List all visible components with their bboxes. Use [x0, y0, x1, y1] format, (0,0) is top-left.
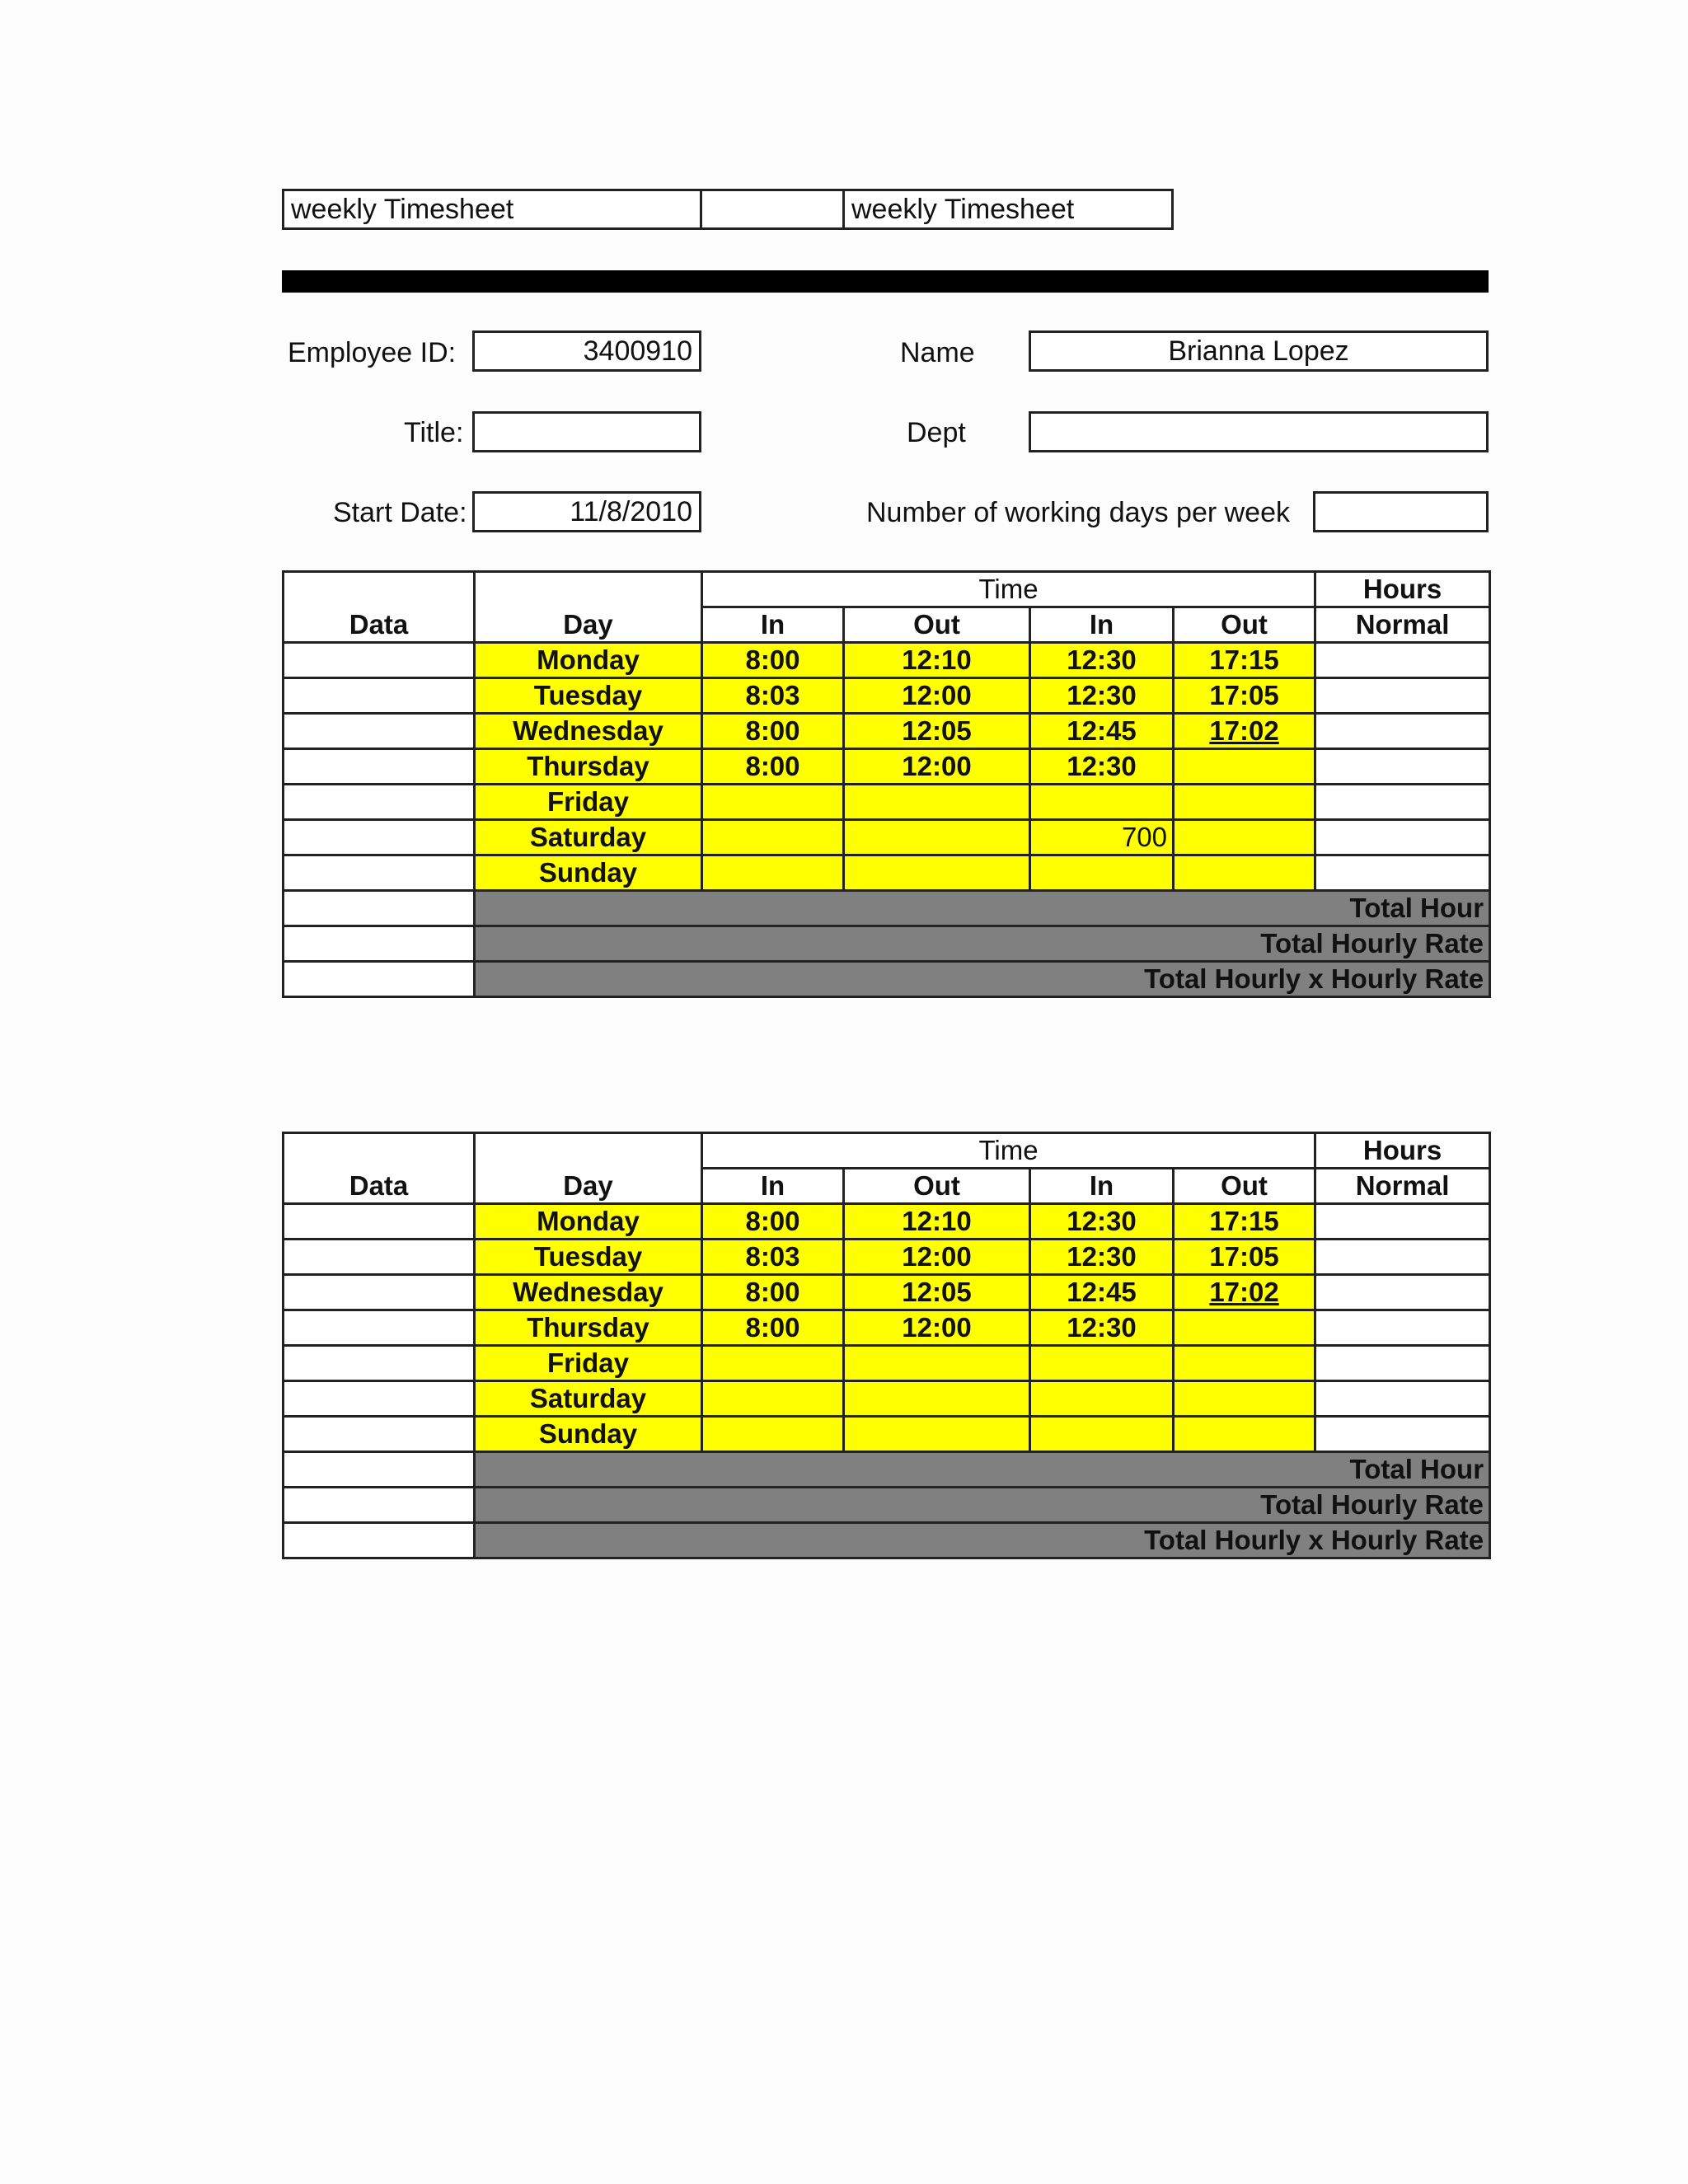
- normal-hours-cell[interactable]: [1315, 1240, 1490, 1275]
- day-cell: Saturday: [475, 820, 702, 855]
- time-in-cell[interactable]: [1030, 785, 1174, 820]
- time-out-cell[interactable]: 12:05: [844, 1275, 1030, 1310]
- data-cell[interactable]: [284, 1523, 475, 1558]
- table-row: [284, 643, 1490, 678]
- time-in-cell[interactable]: 12:30: [1030, 749, 1174, 785]
- time-out-cell[interactable]: 17:02: [1174, 714, 1315, 749]
- normal-hours-cell[interactable]: [1315, 643, 1490, 678]
- time-in-cell[interactable]: 12:45: [1030, 714, 1174, 749]
- time-in-cell[interactable]: 8:00: [702, 749, 844, 785]
- employee-id-label: Employee ID:: [288, 337, 457, 368]
- table-row: [284, 1240, 1490, 1275]
- name-field[interactable]: Brianna Lopez: [1029, 330, 1489, 372]
- timesheet-table-1: [282, 570, 1491, 998]
- table-row: [284, 1310, 1490, 1346]
- total-hourly-rate-label: Total Hourly Rate: [475, 926, 1490, 962]
- normal-hours-cell[interactable]: [1315, 1346, 1490, 1381]
- day-cell: Tuesday: [475, 678, 702, 714]
- time-in-cell[interactable]: 8:00: [702, 1275, 844, 1310]
- table-row: [284, 785, 1490, 820]
- time-in-cell[interactable]: [702, 1381, 844, 1417]
- time-out-cell[interactable]: 12:00: [844, 1240, 1030, 1275]
- time-out-cell[interactable]: [1174, 1310, 1315, 1346]
- data-cell[interactable]: [284, 678, 475, 714]
- time-in-cell[interactable]: [1030, 1417, 1174, 1452]
- time-in-cell[interactable]: [702, 855, 844, 891]
- time-in-cell[interactable]: 700: [1030, 820, 1174, 855]
- normal-hours-cell[interactable]: [1315, 855, 1490, 891]
- working-days-field[interactable]: [1313, 491, 1489, 532]
- normal-hours-cell[interactable]: [1315, 1417, 1490, 1452]
- time-header: Time: [702, 572, 1315, 607]
- table-row: [284, 749, 1490, 785]
- dept-label: Dept: [907, 417, 966, 448]
- normal-hours-cell[interactable]: [1315, 820, 1490, 855]
- data-cell[interactable]: [284, 643, 475, 678]
- time-out-cell[interactable]: [1174, 785, 1315, 820]
- time-in-cell[interactable]: 12:45: [1030, 1275, 1174, 1310]
- normal-hours-cell[interactable]: [1315, 785, 1490, 820]
- time-out-cell[interactable]: [844, 785, 1030, 820]
- time-in-cell[interactable]: 8:03: [702, 678, 844, 714]
- day-cell: Monday: [475, 643, 702, 678]
- normal-header: Normal: [1315, 607, 1490, 643]
- table-row: [284, 1204, 1490, 1240]
- totals-row: [284, 891, 1490, 926]
- time-in-cell[interactable]: [702, 1346, 844, 1381]
- time-in-cell[interactable]: 12:30: [1030, 1310, 1174, 1346]
- time-out-cell[interactable]: [844, 855, 1030, 891]
- total-pay-label: Total Hourly x Hourly Rate: [475, 962, 1490, 997]
- time-out-cell[interactable]: 17:05: [1174, 1240, 1315, 1275]
- table-row: [284, 1381, 1490, 1417]
- out-header: Out: [844, 1169, 1030, 1204]
- data-cell[interactable]: [284, 714, 475, 749]
- out-header: Out: [844, 607, 1030, 643]
- table-row: [284, 820, 1490, 855]
- day-header: Day: [475, 572, 702, 643]
- totals-row: [284, 1523, 1490, 1558]
- total-pay-label: Total Hourly x Hourly Rate: [475, 1523, 1490, 1558]
- data-cell[interactable]: [284, 855, 475, 891]
- normal-hours-cell[interactable]: [1315, 678, 1490, 714]
- time-out-cell[interactable]: 12:10: [844, 643, 1030, 678]
- in-header: In: [1030, 607, 1174, 643]
- time-in-cell[interactable]: [702, 820, 844, 855]
- data-cell[interactable]: [284, 962, 475, 997]
- time-out-cell[interactable]: [844, 820, 1030, 855]
- day-cell: Tuesday: [475, 1240, 702, 1275]
- normal-hours-cell[interactable]: [1315, 714, 1490, 749]
- time-out-cell[interactable]: 17:15: [1174, 643, 1315, 678]
- data-cell[interactable]: [284, 1417, 475, 1452]
- data-cell[interactable]: [284, 1381, 475, 1417]
- day-cell: Friday: [475, 1346, 702, 1381]
- data-cell[interactable]: [284, 1240, 475, 1275]
- time-out-cell[interactable]: 12:05: [844, 714, 1030, 749]
- time-in-cell[interactable]: 8:00: [702, 1204, 844, 1240]
- time-in-cell[interactable]: [702, 1417, 844, 1452]
- normal-hours-cell[interactable]: [1315, 749, 1490, 785]
- timesheet-table-2: [282, 1132, 1491, 1559]
- total-hourly-rate-label: Total Hourly Rate: [475, 1488, 1490, 1523]
- day-cell: Thursday: [475, 749, 702, 785]
- title-box-left: weekly Timesheet: [282, 189, 702, 230]
- dept-field[interactable]: [1029, 411, 1489, 452]
- time-out-cell[interactable]: [1174, 1346, 1315, 1381]
- time-out-cell[interactable]: [844, 1346, 1030, 1381]
- in-header: In: [1030, 1169, 1174, 1204]
- normal-hours-cell[interactable]: [1315, 1204, 1490, 1240]
- time-in-cell[interactable]: 8:03: [702, 1240, 844, 1275]
- start-date-field[interactable]: 11/8/2010: [472, 491, 701, 532]
- time-in-cell[interactable]: 12:30: [1030, 1204, 1174, 1240]
- day-cell: Monday: [475, 1204, 702, 1240]
- data-cell[interactable]: [284, 749, 475, 785]
- time-out-cell[interactable]: 12:00: [844, 678, 1030, 714]
- data-cell[interactable]: [284, 1346, 475, 1381]
- total-hour-label: Total Hour: [475, 1452, 1490, 1488]
- table-row: [284, 855, 1490, 891]
- time-out-cell[interactable]: [1174, 1417, 1315, 1452]
- totals-row: [284, 1488, 1490, 1523]
- total-hour-label: Total Hour: [475, 891, 1490, 926]
- working-days-label: Number of working days per week: [866, 497, 1291, 528]
- data-cell[interactable]: [284, 1204, 475, 1240]
- start-date-label: Start Date:: [333, 497, 467, 528]
- title-box-middle: [700, 189, 845, 230]
- time-in-cell[interactable]: [702, 785, 844, 820]
- time-out-cell[interactable]: [1174, 855, 1315, 891]
- data-cell[interactable]: [284, 926, 475, 962]
- employee-id-field[interactable]: 3400910: [472, 330, 701, 372]
- normal-hours-cell[interactable]: [1315, 1310, 1490, 1346]
- day-cell: Friday: [475, 785, 702, 820]
- title-box-right: weekly Timesheet: [842, 189, 1174, 230]
- data-cell[interactable]: [284, 891, 475, 926]
- time-out-cell[interactable]: 17:02: [1174, 1275, 1315, 1310]
- table-row: [284, 1346, 1490, 1381]
- time-out-cell[interactable]: 12:00: [844, 1310, 1030, 1346]
- data-cell[interactable]: [284, 1452, 475, 1488]
- data-cell[interactable]: [284, 785, 475, 820]
- time-out-cell[interactable]: [1174, 820, 1315, 855]
- hours-header: Hours: [1315, 572, 1490, 607]
- day-cell: Sunday: [475, 1417, 702, 1452]
- day-cell: Saturday: [475, 1381, 702, 1417]
- totals-row: [284, 1452, 1490, 1488]
- in-header: In: [702, 1169, 844, 1204]
- time-in-cell[interactable]: 8:00: [702, 1310, 844, 1346]
- time-out-cell[interactable]: [844, 1417, 1030, 1452]
- time-in-cell[interactable]: 8:00: [702, 643, 844, 678]
- time-out-cell[interactable]: 12:10: [844, 1204, 1030, 1240]
- time-out-cell[interactable]: [1174, 749, 1315, 785]
- out-header: Out: [1174, 607, 1315, 643]
- totals-row: [284, 926, 1490, 962]
- data-cell[interactable]: [284, 1488, 475, 1523]
- table-row: [284, 1275, 1490, 1310]
- time-in-cell[interactable]: [1030, 1346, 1174, 1381]
- day-cell: Thursday: [475, 1310, 702, 1346]
- time-in-cell[interactable]: 8:00: [702, 714, 844, 749]
- table-row: [284, 678, 1490, 714]
- table-row: [284, 1417, 1490, 1452]
- day-cell: Wednesday: [475, 1275, 702, 1310]
- header-divider-bar: [282, 270, 1489, 293]
- normal-hours-cell[interactable]: [1315, 1275, 1490, 1310]
- time-in-cell[interactable]: 12:30: [1030, 643, 1174, 678]
- time-header: Time: [702, 1133, 1315, 1169]
- time-out-cell[interactable]: [1174, 1381, 1315, 1417]
- time-in-cell[interactable]: 12:30: [1030, 678, 1174, 714]
- table-row: [284, 714, 1490, 749]
- day-cell: Wednesday: [475, 714, 702, 749]
- day-header: Day: [475, 1133, 702, 1204]
- time-out-cell[interactable]: 12:00: [844, 749, 1030, 785]
- day-cell: Sunday: [475, 855, 702, 891]
- time-in-cell[interactable]: 12:30: [1030, 1240, 1174, 1275]
- title-field[interactable]: [472, 411, 701, 452]
- normal-hours-cell[interactable]: [1315, 1381, 1490, 1417]
- in-header: In: [702, 607, 844, 643]
- time-out-cell[interactable]: [844, 1381, 1030, 1417]
- normal-header: Normal: [1315, 1169, 1490, 1204]
- data-cell[interactable]: [284, 1275, 475, 1310]
- name-label: Name: [900, 337, 975, 368]
- data-cell[interactable]: [284, 820, 475, 855]
- time-in-cell[interactable]: [1030, 855, 1174, 891]
- time-in-cell[interactable]: [1030, 1381, 1174, 1417]
- time-out-cell[interactable]: 17:05: [1174, 678, 1315, 714]
- out-header: Out: [1174, 1169, 1315, 1204]
- title-label: Title:: [404, 417, 464, 448]
- data-cell[interactable]: [284, 1310, 475, 1346]
- time-out-cell[interactable]: 17:15: [1174, 1204, 1315, 1240]
- data-header: Data: [284, 572, 475, 643]
- data-header: Data: [284, 1133, 475, 1204]
- totals-row: [284, 962, 1490, 997]
- hours-header: Hours: [1315, 1133, 1490, 1169]
